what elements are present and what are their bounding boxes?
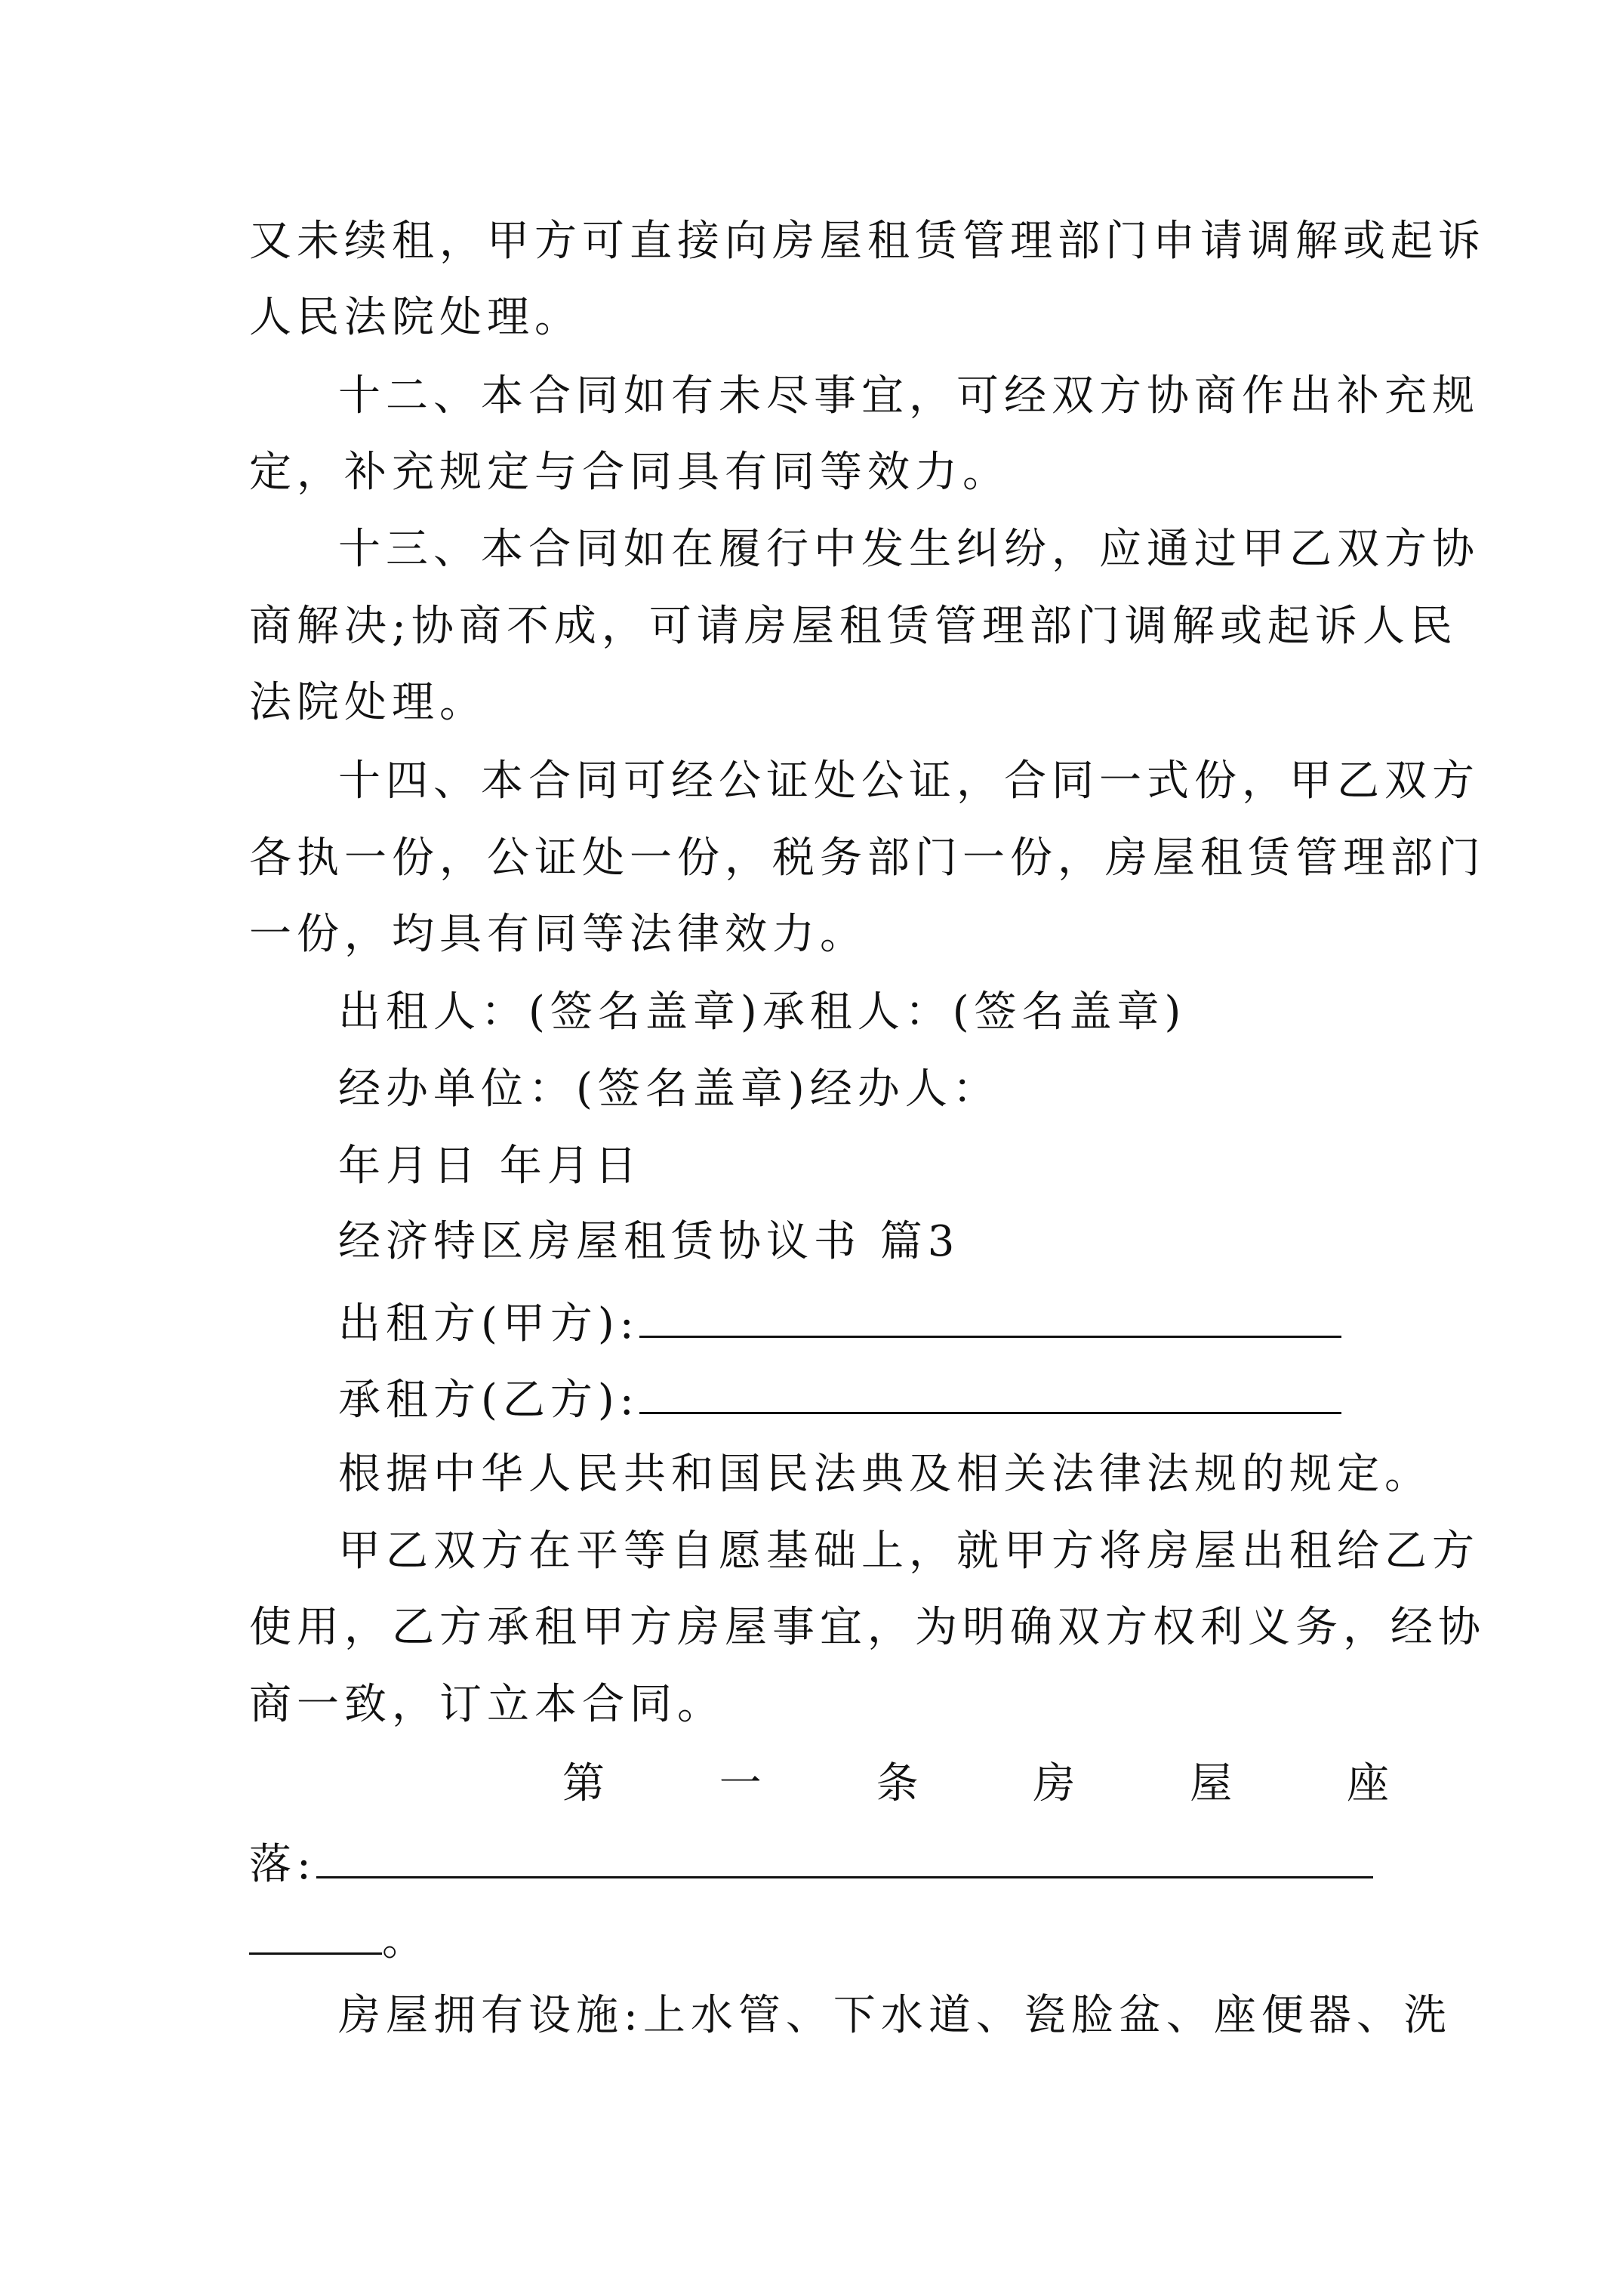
lessor-label: 出租方(甲方): — [338, 1299, 639, 1348]
facilities-line: 房 屋 拥 有 设 施 : 上 水 管 、 下 水 道 、 瓷 脸 盆 、 座 便 器 、 洗 — [338, 1991, 1452, 2040]
paragraph-11-line-2: 人民法院处理。 — [249, 293, 582, 342]
lessor-field — [338, 1299, 1389, 1348]
article-char: 第 — [562, 1759, 605, 1808]
agency-line: 经办单位：(签名盖章)经办人： — [338, 1065, 1000, 1114]
location-blank — [316, 1840, 1373, 1878]
intro-line-3: 商一致，订立本合同。 — [249, 1680, 725, 1729]
lessee-label: 承租方(乙方): — [338, 1376, 639, 1425]
clause-14-line-3: 一份，均具有同等法律效力。 — [249, 910, 867, 959]
article-char: 房 — [1033, 1759, 1076, 1808]
article-1-heading — [562, 1759, 1389, 1808]
article-char: 一 — [719, 1759, 762, 1808]
clause-13-line-3: 法院处理。 — [249, 678, 487, 727]
lessee-field — [338, 1376, 1389, 1425]
clause-13-line-2: 商 解 决 ; 协 商 不 成 ， 可 请 房 屋 租 赁 管 理 部 门 调 解 或 起 诉 人 民 — [249, 602, 1458, 651]
lessor-blank — [639, 1299, 1341, 1338]
date-line: 年月日 年月日 — [338, 1142, 642, 1191]
clause-12-line-1: 十 二 、 本 合 同 如 有 未 尽 事 宜 ， 可 经 双 方 协 商 作 出 补 充 规 — [338, 371, 1480, 421]
paragraph-11-line-1: 又 未 续 租 ， 甲 方 可 直 接 向 房 屋 租 赁 管 理 部 门 申 请 调 解 或 起 诉 — [249, 217, 1486, 266]
lessee-blank — [639, 1376, 1341, 1414]
location-label: 落: — [249, 1840, 316, 1889]
clause-14-line-2: 各 执 一 份 ， 公 证 处 一 份 ， 税 务 部 门 一 份 ， 房 屋 租 赁 管 理 部 门 — [249, 834, 1486, 883]
article-char: 条 — [876, 1759, 919, 1808]
intro-line-2: 使 用 ， 乙 方 承 租 甲 方 房 屋 事 宜 ， 为 明 确 双 方 权 利 义 务 ， 经 协 — [249, 1603, 1486, 1652]
location-blank-2 — [249, 1916, 382, 1955]
period-mark: 。 — [382, 1916, 430, 1965]
location-continuation — [249, 1916, 1389, 1965]
section-title: 经济特区房屋租赁协议书 篇3 — [338, 1217, 960, 1266]
article-char: 座 — [1346, 1759, 1389, 1808]
signature-line: 出租人：(签名盖章)承租人：(签名盖章) — [338, 988, 1187, 1037]
location-field — [249, 1840, 1389, 1889]
clause-14-line-1: 十 四 、 本 合 同 可 经 公 证 处 公 证 ， 合 同 一 式 份 ， 甲 乙 双 方 — [338, 757, 1480, 806]
intro-line-1: 甲 乙 双 方 在 平 等 自 愿 基 础 上 ， 就 甲 方 将 房 屋 出 租 给 乙 方 — [338, 1527, 1480, 1576]
clause-13-line-1: 十 三 、 本 合 同 如 在 履 行 中 发 生 纠 纷 ， 应 通 过 甲 乙 双 方 协 — [338, 525, 1480, 574]
legal-basis-line: 根据中华人民共和国民法典及相关法律法规的规定。 — [338, 1450, 1432, 1499]
article-char: 屋 — [1190, 1759, 1233, 1808]
clause-12-line-2: 定，补充规定与合同具有同等效力。 — [249, 448, 1010, 497]
